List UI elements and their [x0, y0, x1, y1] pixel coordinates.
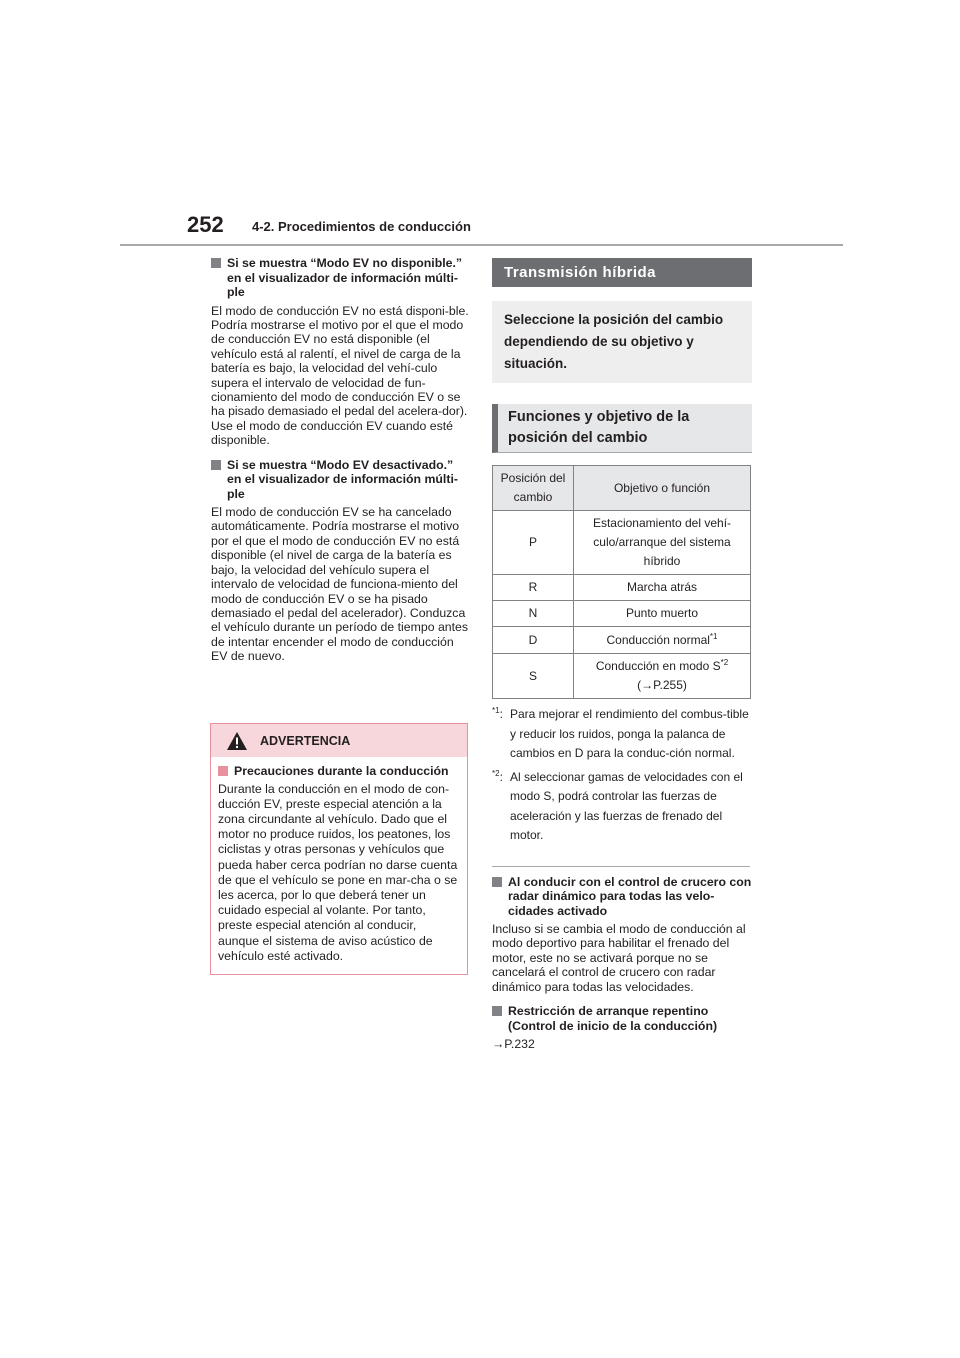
table-cell-position: D [493, 627, 574, 654]
subheading-ev-deactivated: Si se muestra “Modo EV desactivado.” en el visualizador de información múlti-ple [211, 458, 469, 502]
table-cell-position: S [493, 654, 574, 699]
table-cell-function: Marcha atrás [574, 575, 751, 601]
table-cell-position: P [493, 511, 574, 575]
table-title-bar: Funciones y objetivo de la posición del cambio [492, 404, 752, 453]
table-cell-position: R [493, 575, 574, 601]
page-reference-link[interactable]: (→P.255) [637, 678, 687, 692]
table-row [493, 601, 751, 627]
paragraph-ev-not-available: El modo de conducción EV no está disponi-ble. Podría mostrarse el motivo por el que el modo de conducción EV no está disponible (el vehículo está al ralentí, el nivel de carga de la batería es bajo, la velocidad del vehí-culo supera el intervalo de velocidad de fun-cionamiento del modo de conducción EV o se ha pisado demasiado el pedal del acelera-dor). Use el modo de conducción EV cuando esté disponible. [211, 303, 469, 448]
chapter-title: 4-2. Procedimientos de conducción [252, 219, 471, 234]
warning-text: Durante la conducción en el modo de con-ducción EV, preste especial atención a la zona circundante al vehículo. Dado que el motor no produce ruidos, los peatones, los ciclistas y otras personas y vehículos que pueda haber cerca podrían no darse cuenta de que el vehículo se pone en mar-cha o se les acerca, por lo que deberá tener un cuidado especial al volante. Por tanto, preste especial atención al conducir, aunque el sistema de aviso acústico de vehículo esté activado. [218, 781, 458, 963]
page-number: 252 [187, 212, 224, 237]
intro-box: Seleccione la posición del cambio dependiendo de su objetivo y situación. [492, 301, 752, 383]
warning-triangle-icon [226, 731, 248, 751]
paragraph-ev-deactivated: El modo de conducción EV se ha cancelado automáticamente. Podría mostrarse el motivo por el que el modo de conducción EV no está disponible (el nivel de carga de la batería es bajo, la velocidad del vehículo supera el intervalo de velocidad de funciona-miento del modo de conducción EV o se ha pisado demasiado el pedal del acelerador). Conduzca el vehículo durante un período de tiempo antes de intentar encender el modo de conducción EV de nuevo. [211, 505, 469, 664]
table-row [493, 575, 751, 601]
table-row [493, 627, 751, 654]
table-header-position: Posición del cambio [493, 466, 574, 511]
table-cell-function: Conducción normal$^{*1}$ [574, 627, 751, 654]
warning-header [211, 724, 467, 757]
subheading-cruise-control: Al conducir con el control de crucero con radar dinámico para todas las velo-cidades activado [492, 875, 752, 919]
square-bullet-icon [211, 258, 221, 268]
table-cell-function: Conducción en modo $S^{*2}$ (→P.255) [574, 654, 751, 699]
square-bullet-icon [492, 1006, 502, 1016]
right-column [492, 258, 752, 1061]
subheading-start-restriction: Restricción de arranque repentino (Control de inicio de la conducción) [492, 1004, 752, 1033]
header-rule [120, 244, 843, 246]
table-row [493, 654, 751, 699]
footnote-ref: *2 [720, 658, 729, 667]
page-reference-link[interactable]: →P.232 [492, 1037, 535, 1052]
table-cell-function: Punto muerto [574, 601, 751, 627]
square-bullet-icon [211, 460, 221, 470]
table-header-row [493, 466, 751, 511]
footnote-2: $^{*2}$: Al seleccionar gamas de velocidades con el modo S, podrá controlar las fuerzas de aceleración y las fuerzas de frenado del motor. [492, 768, 743, 842]
warning-body [211, 757, 467, 964]
table-cell-function: Estacionamiento del vehí-culo/arranque del sistema híbrido [574, 511, 751, 575]
footnote-1: $^{*1}$: Para mejorar el rendimiento del combus-tible y reducir los ruidos, ponga la palanca de cambios en D para la conduc-ción normal. [492, 706, 749, 760]
square-bullet-icon [492, 877, 502, 887]
warning-box [210, 723, 468, 975]
table-cell-position: N [493, 601, 574, 627]
table-header-function: Objetivo o función [574, 466, 751, 511]
footnote-ref: *1 [709, 631, 718, 641]
paragraph-cruise-control: Incluso si se cambia el modo de conducción al modo deportivo para habilitar el frenado del motor, este no se activará porque no se cancelará el control de crucero con radar dinámico para todas las velocidades. [492, 922, 746, 994]
warning-subheading: Precauciones durante la conducción [218, 764, 460, 779]
subheading-ev-not-available: Si se muestra “Modo EV no disponible.” en el visualizador de información múlti-ple [211, 256, 469, 300]
divider [492, 866, 750, 867]
square-bullet-icon [218, 766, 228, 776]
warning-label: ADVERTENCIA [260, 733, 351, 748]
section-title-bar: Transmisión híbrida [492, 258, 752, 287]
left-column [211, 256, 469, 674]
table-row [493, 511, 751, 575]
shift-position-table [492, 465, 751, 699]
